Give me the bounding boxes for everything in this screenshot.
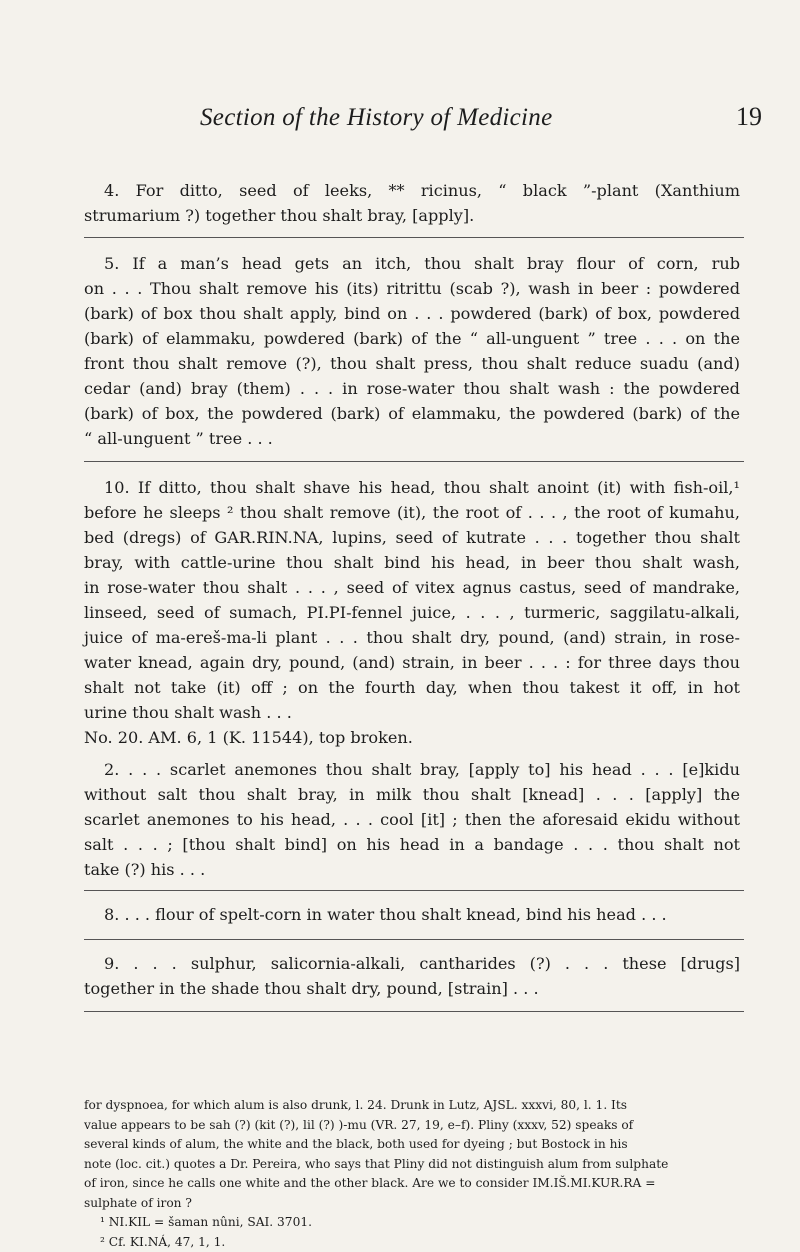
recipe-9 bbox=[84, 951, 740, 1001]
text-line: bray, with cattle-urine thou shalt bind his head, in beer thou shalt wash, bbox=[84, 550, 740, 575]
text-line: scarlet anemones to his head, . . . cool [it] ; then the aforesaid ekidu without bbox=[84, 807, 740, 832]
text-line: 2. . . . scarlet anemones thou shalt bray, [apply to] his head . . . [e]kidu bbox=[84, 757, 740, 782]
text-line: “ all-unguent ” tree . . . bbox=[84, 426, 740, 451]
text-line: cedar (and) bray (them) . . . in rose-water thou shalt wash : the powdered bbox=[84, 376, 740, 401]
recipe-4 bbox=[84, 178, 740, 228]
text-line: strumarium ?) together thou shalt bray, [apply]. bbox=[84, 203, 740, 228]
text-line: juice of ma-ereš-ma-li plant . . . thou shalt dry, pound, (and) strain, in rose- bbox=[84, 625, 740, 650]
text-line: 10. If ditto, thou shalt shave his head, thou shalt anoint (it) with fish-oil,¹ bbox=[84, 475, 740, 500]
text-line: 8. . . . flour of spelt-corn in water thou shalt knead, bind his head . . . bbox=[84, 902, 740, 927]
running-title: Section of the History of Medicine bbox=[200, 104, 552, 132]
text-line: bed (dregs) of GAR.RIN.NA, lupins, seed of kutrate . . . together thou shalt bbox=[84, 525, 740, 550]
running-header bbox=[0, 96, 800, 136]
divider-rule bbox=[84, 237, 744, 238]
text-line: (bark) of elammaku, powdered (bark) of the “ all-unguent ” tree . . . on the bbox=[84, 326, 740, 351]
text-line: take (?) his . . . bbox=[84, 857, 740, 882]
divider-rule bbox=[84, 939, 744, 940]
divider-rule bbox=[84, 890, 744, 891]
divider-rule bbox=[84, 1011, 744, 1012]
text-line: front thou shalt remove (?), thou shalt press, thou shalt reduce suadu (and) bbox=[84, 351, 740, 376]
text-line: (bark) of box thou shalt apply, bind on . . . powdered (bark) of box, powdered bbox=[84, 301, 740, 326]
footnote-line: sulphate of iron ? bbox=[84, 1194, 744, 1214]
recipe-10 bbox=[84, 475, 740, 725]
text-line: salt . . . ; [thou shalt bind] on his head in a bandage . . . thou shalt not bbox=[84, 832, 740, 857]
footnote-line: several kinds of alum, the white and the black, both used for dyeing ; but Bostock in his bbox=[84, 1135, 744, 1155]
footnote-line: of iron, since he calls one white and the other black. Are we to consider IM.IŠ.MI.KUR.RA = bbox=[84, 1174, 744, 1194]
footnote-1: ¹ NI.KIL = šaman nûni, SAI. 3701. bbox=[84, 1213, 744, 1233]
text-line: urine thou shalt wash . . . bbox=[84, 700, 740, 725]
text-line: water knead, again dry, pound, (and) strain, in beer . . . : for three days thou bbox=[84, 650, 740, 675]
recipe-2 bbox=[84, 757, 740, 882]
text-line: before he sleeps ² thou shalt remove (it), the root of . . . , the root of kumahu, bbox=[84, 500, 740, 525]
text-line: without salt thou shalt bray, in milk thou shalt [knead] . . . [apply] the bbox=[84, 782, 740, 807]
text-line: together in the shade thou shalt dry, pound, [strain] . . . bbox=[84, 976, 740, 1001]
text-line: linseed, seed of sumach, PI.PI-fennel juice, . . . , turmeric, saggilatu-alkali, bbox=[84, 600, 740, 625]
tablet-heading bbox=[84, 725, 740, 750]
text-line: 4. For ditto, seed of leeks, ** ricinus, “ black ”-plant (Xanthium bbox=[84, 178, 740, 203]
tablet-reference: No. 20. AM. 6, 1 (K. 11544), top broken. bbox=[84, 725, 740, 750]
page-number: 19 bbox=[736, 102, 762, 132]
text-line: in rose-water thou shalt . . . , seed of vitex agnus castus, seed of mandrake, bbox=[84, 575, 740, 600]
text-line: 5. If a man’s head gets an itch, thou shalt bray flour of corn, rub bbox=[84, 251, 740, 276]
divider-rule bbox=[84, 461, 744, 462]
text-line: 9. . . . sulphur, salicornia-alkali, cantharides (?) . . . these [drugs] bbox=[84, 951, 740, 976]
text-line: on . . . Thou shalt remove his (its) ritrittu (scab ?), wash in beer : powdered bbox=[84, 276, 740, 301]
footnote-line: note (loc. cit.) quotes a Dr. Pereira, who says that Pliny did not distinguish alum from sulphate bbox=[84, 1155, 744, 1175]
footnote-line: for dyspnoea, for which alum is also drunk, l. 24. Drunk in Lutz, AJSL. xxxvi, 80, l. 1. Its bbox=[84, 1096, 744, 1116]
footnotes bbox=[84, 1096, 744, 1252]
text-line: shalt not take (it) off ; on the fourth day, when thou takest it off, in hot bbox=[84, 675, 740, 700]
recipe-8 bbox=[84, 902, 740, 927]
recipe-5 bbox=[84, 251, 740, 451]
footnote-line: value appears to be sah (?) (kit (?), lil (?) )-mu (VR. 27, 19, e–f). Pliny (xxxv, 52) speaks of bbox=[84, 1116, 744, 1136]
text-line: (bark) of box, the powdered (bark) of elammaku, the powdered (bark) of the bbox=[84, 401, 740, 426]
footnote-2: ² Cf. KI.NÁ, 47, 1, 1. bbox=[84, 1233, 744, 1252]
